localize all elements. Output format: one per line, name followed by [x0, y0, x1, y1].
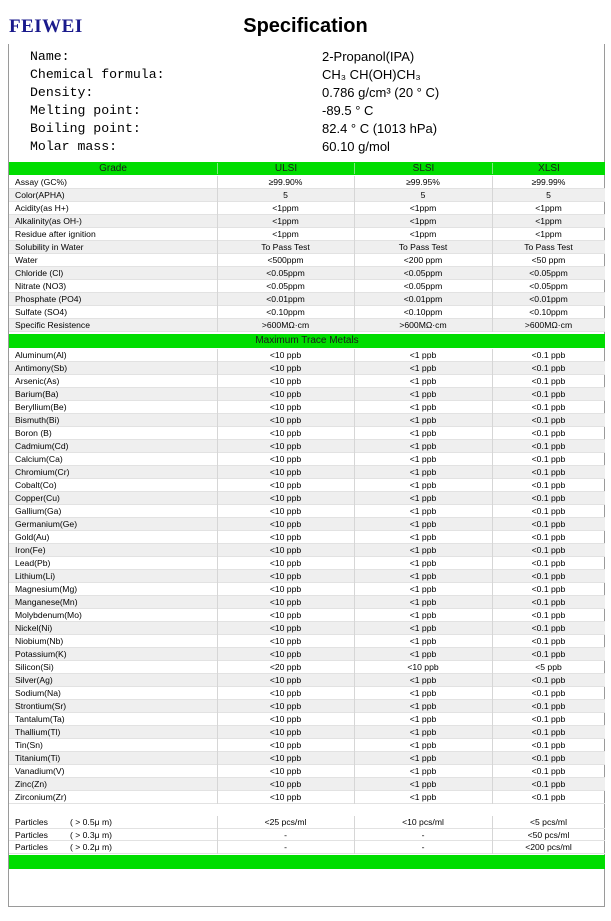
value-cell: ≥99.95% — [406, 177, 440, 187]
value-cell: <10 ppb — [269, 740, 302, 750]
value-cell: <0.1 ppb — [531, 415, 566, 425]
value-cell: <0.01ppm — [266, 294, 305, 304]
value-cell: <10 ppb — [269, 571, 302, 581]
table-row — [9, 492, 605, 505]
value-cell: <0.1 ppb — [531, 428, 566, 438]
value-cell: <10 ppb — [269, 727, 302, 737]
value-cell: <1ppm — [272, 229, 299, 239]
row-label: Gallium(Ga) — [15, 506, 62, 516]
value-cell: <1 ppb — [409, 597, 437, 607]
table-row — [9, 609, 605, 622]
table-row — [9, 635, 605, 648]
value-cell: <0.1 ppb — [531, 545, 566, 555]
value-cell: <0.1 ppb — [531, 610, 566, 620]
value-cell: <1ppm — [409, 229, 437, 239]
value-cell: - — [421, 842, 425, 853]
property-list — [30, 47, 590, 155]
property-label: Name: — [30, 48, 70, 64]
value-cell: <10 ppb — [269, 532, 302, 542]
row-label: Manganese(Mn) — [15, 597, 78, 607]
column-divider — [217, 816, 218, 854]
row-label: Molybdenum(Mo) — [15, 610, 82, 620]
value-cell: <0.1 ppb — [531, 571, 566, 581]
value-cell: <10 ppb — [269, 714, 302, 724]
row-label: Barium(Ba) — [15, 389, 59, 399]
value-cell: <0.1 ppb — [531, 779, 566, 789]
row-label: Solubility in Water — [15, 242, 84, 252]
particle-label: Particles — [15, 816, 48, 827]
value-cell: <10 ppb — [269, 480, 302, 490]
property-value: 2-Propanol(IPA) — [322, 48, 415, 64]
column-divider — [354, 176, 355, 332]
value-cell: <1 ppb — [409, 766, 437, 776]
value-cell: <0.1 ppb — [531, 649, 566, 659]
value-cell: <10 ppb — [269, 519, 302, 529]
property-value: CH₃ CH(OH)CH₃ — [322, 66, 421, 82]
value-cell: <10 ppb — [269, 597, 302, 607]
row-label: Chromium(Cr) — [15, 467, 70, 477]
property-row — [30, 47, 590, 65]
value-cell: <0.1 ppb — [531, 506, 566, 516]
row-label — [9, 842, 217, 852]
table-row — [9, 544, 605, 557]
value-cell: <10 ppb — [269, 636, 302, 646]
value-cell: <5 pcs/ml — [529, 816, 567, 827]
value-cell: <0.1 ppb — [531, 350, 566, 360]
value-cell: >600MΩ·cm — [261, 320, 310, 330]
value-cell: <10 ppb — [269, 402, 302, 412]
row-label: Copper(Cu) — [15, 493, 60, 503]
value-cell: To Pass Test — [524, 242, 573, 252]
table-row — [9, 674, 605, 687]
property-label: Molar mass: — [30, 138, 118, 154]
page-title: Specification — [243, 15, 368, 37]
row-label: Nitrate (NO3) — [15, 281, 67, 291]
value-cell: <1 ppb — [409, 701, 437, 711]
value-cell: <0.1 ppb — [531, 623, 566, 633]
value-cell: <1ppm — [535, 203, 562, 213]
value-cell: <10 ppb — [269, 675, 302, 685]
table-row — [9, 319, 605, 332]
bottom-band — [9, 855, 605, 869]
particle-label: Particles — [15, 829, 48, 840]
value-cell: <0.05ppm — [529, 281, 568, 291]
value-cell: <1 ppb — [409, 519, 437, 529]
particle-label: Particles — [15, 842, 48, 853]
value-cell: <5 ppb — [535, 662, 562, 672]
table-row — [9, 596, 605, 609]
value-cell: <0.10ppm — [266, 307, 305, 317]
property-value: 0.786 g/cm³ (20 ° C) — [322, 84, 440, 100]
column-divider — [354, 349, 355, 804]
value-cell: <1 ppb — [409, 467, 437, 477]
value-cell: <10 ppb — [269, 766, 302, 776]
value-cell: <10 ppb — [269, 792, 302, 802]
value-cell: - — [421, 829, 425, 840]
value-cell: <0.05ppm — [266, 281, 305, 291]
value-cell: <1 ppb — [409, 792, 437, 802]
row-label: Color(APHA) — [15, 190, 65, 200]
value-cell: <1 ppb — [409, 571, 437, 581]
value-cell: <0.1 ppb — [531, 714, 566, 724]
metals-table — [9, 349, 605, 804]
row-label: Titanium(Ti) — [15, 753, 61, 763]
value-cell: <1ppm — [409, 216, 437, 226]
value-cell: <1 ppb — [409, 623, 437, 633]
column-divider — [217, 349, 218, 804]
particle-size: ( > 0.3μ m) — [70, 829, 112, 840]
row-label: Assay (GC%) — [15, 177, 68, 187]
grade-header-row — [9, 162, 605, 175]
table-row — [9, 267, 605, 280]
table-row — [9, 479, 605, 492]
value-cell: <1ppm — [535, 229, 562, 239]
value-cell: <10 ppb — [269, 389, 302, 399]
value-cell: <1 ppb — [409, 428, 437, 438]
value-cell: <1ppm — [535, 216, 562, 226]
value-cell: <200 pcs/ml — [525, 842, 572, 853]
table-row — [9, 700, 605, 713]
value-cell: <0.1 ppb — [531, 454, 566, 464]
table-row — [9, 202, 605, 215]
value-cell: <0.1 ppb — [531, 480, 566, 490]
value-cell: <10 pcs/ml — [402, 816, 444, 827]
table-row — [9, 414, 605, 427]
value-cell: <0.1 ppb — [531, 766, 566, 776]
value-cell: <1 ppb — [409, 415, 437, 425]
value-cell: <1 ppb — [409, 558, 437, 568]
row-label: Aluminum(Al) — [15, 350, 67, 360]
value-cell: <10 ppb — [269, 701, 302, 711]
value-cell: <0.01ppm — [529, 294, 568, 304]
row-label: Lithium(Li) — [15, 571, 56, 581]
table-row — [9, 280, 605, 293]
value-cell: <10 ppb — [269, 623, 302, 633]
column-divider — [354, 816, 355, 854]
row-label: Silicon(Si) — [15, 662, 54, 672]
value-cell: <10 ppb — [269, 753, 302, 763]
column-divider — [492, 176, 493, 332]
value-cell: <1 ppb — [409, 545, 437, 555]
table-row — [9, 841, 605, 854]
row-label: Niobium(Nb) — [15, 636, 64, 646]
row-label: Residue after ignition — [15, 229, 96, 239]
value-cell: <0.1 ppb — [531, 675, 566, 685]
property-label: Melting point: — [30, 102, 141, 118]
row-label: Silver(Ag) — [15, 675, 53, 685]
table-row — [9, 241, 605, 254]
property-label: Boiling point: — [30, 120, 141, 136]
value-cell: <0.1 ppb — [531, 688, 566, 698]
value-cell: <10 ppb — [269, 610, 302, 620]
table-row — [9, 440, 605, 453]
row-label: Lead(Pb) — [15, 558, 51, 568]
table-row — [9, 752, 605, 765]
column-divider — [217, 176, 218, 332]
value-cell: <0.1 ppb — [531, 493, 566, 503]
value-cell: <0.1 ppb — [531, 584, 566, 594]
value-cell: <1 ppb — [409, 532, 437, 542]
table-row — [9, 215, 605, 228]
value-cell: <0.1 ppb — [531, 792, 566, 802]
value-cell: <0.10ppm — [529, 307, 568, 317]
value-cell: <10 ppb — [269, 350, 302, 360]
value-cell: <0.1 ppb — [531, 363, 566, 373]
row-label: Cobalt(Co) — [15, 480, 57, 490]
grade-column-slsi: SLSI — [354, 163, 492, 174]
value-cell: <1 ppb — [409, 376, 437, 386]
value-cell: <10 ppb — [269, 545, 302, 555]
value-cell: <0.05ppm — [266, 268, 305, 278]
table-row — [9, 829, 605, 842]
row-label: Sodium(Na) — [15, 688, 61, 698]
value-cell: <0.1 ppb — [531, 467, 566, 477]
value-cell: <10 ppb — [269, 779, 302, 789]
value-cell: <1 ppb — [409, 363, 437, 373]
table-row — [9, 505, 605, 518]
value-cell: - — [284, 829, 287, 840]
table-row — [9, 176, 605, 189]
property-row — [30, 137, 590, 155]
value-cell: >600MΩ·cm — [399, 320, 447, 330]
property-row — [30, 83, 590, 101]
value-cell: <10 ppb — [269, 415, 302, 425]
value-cell: <1 ppb — [409, 480, 437, 490]
table-row — [9, 401, 605, 414]
value-cell: <1ppm — [409, 203, 437, 213]
row-label: Bismuth(Bi) — [15, 415, 60, 425]
value-cell: <0.1 ppb — [531, 636, 566, 646]
row-label: Gold(Au) — [15, 532, 50, 542]
value-cell: <1 ppb — [409, 493, 437, 503]
column-divider — [492, 816, 493, 854]
value-cell: <10 ppb — [269, 441, 302, 451]
value-cell: <0.05ppm — [403, 281, 443, 291]
table-row — [9, 466, 605, 479]
value-cell: <0.1 ppb — [531, 441, 566, 451]
row-label: Beryllium(Be) — [15, 402, 67, 412]
value-cell: <1 ppb — [409, 753, 437, 763]
value-cell: <0.1 ppb — [531, 519, 566, 529]
row-label: Water — [15, 255, 38, 265]
value-cell: <1 ppb — [409, 441, 437, 451]
row-label: Zirconium(Zr) — [15, 792, 67, 802]
table-row — [9, 254, 605, 267]
row-label: Iron(Fe) — [15, 545, 46, 555]
row-label — [9, 817, 217, 827]
row-label: Magnesium(Mg) — [15, 584, 78, 594]
row-label — [9, 830, 217, 840]
property-row — [30, 119, 590, 137]
row-label: Cadmium(Cd) — [15, 441, 69, 451]
row-label: Calcium(Ca) — [15, 454, 63, 464]
table-row — [9, 583, 605, 596]
property-row — [30, 65, 590, 83]
value-cell: <50 ppm — [531, 255, 566, 265]
row-label: Antimony(Sb) — [15, 363, 68, 373]
value-cell: <0.05ppm — [403, 268, 443, 278]
table-row — [9, 713, 605, 726]
table-row — [9, 791, 605, 804]
table-row — [9, 531, 605, 544]
value-cell: <10 ppb — [269, 649, 302, 659]
table-row — [9, 375, 605, 388]
value-cell: <0.10ppm — [403, 307, 443, 317]
table-row — [9, 726, 605, 739]
value-cell: <10 ppb — [269, 428, 302, 438]
value-cell: <1ppm — [272, 216, 299, 226]
value-cell: <1 ppb — [409, 584, 437, 594]
particle-size: ( > 0.5μ m) — [70, 816, 112, 827]
value-cell: <1 ppb — [409, 727, 437, 737]
row-label: Potassium(K) — [15, 649, 67, 659]
value-cell: <0.1 ppb — [531, 402, 566, 412]
row-label: Zinc(Zn) — [15, 779, 47, 789]
value-cell: <50 pcs/ml — [527, 829, 570, 840]
table-row — [9, 453, 605, 466]
table-row — [9, 228, 605, 241]
value-cell: To Pass Test — [261, 242, 310, 252]
value-cell: <1 ppb — [409, 610, 437, 620]
table-row — [9, 739, 605, 752]
value-cell: <0.1 ppb — [531, 558, 566, 568]
value-cell: <10 ppb — [269, 363, 302, 373]
property-value: -89.5 ° C — [322, 102, 374, 118]
row-label: Tantalum(Ta) — [15, 714, 65, 724]
row-label: Arsenic(As) — [15, 376, 60, 386]
value-cell: 5 — [546, 190, 551, 200]
value-cell: - — [284, 842, 287, 853]
value-cell: To Pass Test — [398, 242, 448, 252]
value-cell: <0.1 ppb — [531, 701, 566, 711]
row-label: Tin(Sn) — [15, 740, 43, 750]
table-row — [9, 778, 605, 791]
value-cell: >600MΩ·cm — [524, 320, 573, 330]
value-cell: <0.1 ppb — [531, 597, 566, 607]
value-cell: <1 ppb — [409, 675, 437, 685]
brand-logo: FEIWEI — [9, 16, 83, 37]
row-label: Phosphate (PO4) — [15, 294, 82, 304]
value-cell: <10 ppb — [269, 376, 302, 386]
value-cell: <20 ppb — [269, 662, 302, 672]
value-cell: 5 — [283, 190, 288, 200]
table-row — [9, 362, 605, 375]
value-cell: ≥99.99% — [531, 177, 566, 187]
value-cell: <1 ppb — [409, 506, 437, 516]
value-cell: <1 ppb — [409, 389, 437, 399]
row-label: Chloride (Cl) — [15, 268, 64, 278]
property-label: Chemical formula: — [30, 66, 165, 82]
value-cell: <0.1 ppb — [531, 727, 566, 737]
value-cell: <200 ppm — [403, 255, 443, 265]
specs-table — [9, 176, 605, 332]
metals-section-title: Maximum Trace Metals — [9, 334, 605, 348]
value-cell: <1 ppb — [409, 714, 437, 724]
value-cell: <0.1 ppb — [531, 376, 566, 386]
row-label: Specific Resistence — [15, 320, 90, 330]
property-label: Density: — [30, 84, 94, 100]
value-cell: 5 — [420, 190, 426, 200]
value-cell: <10 ppb — [269, 506, 302, 516]
row-label: Sulfate (SO4) — [15, 307, 68, 317]
row-label: Acidity(as H+) — [15, 203, 69, 213]
value-cell: <10 ppb — [269, 558, 302, 568]
particles-table — [9, 816, 605, 854]
value-cell: ≥99.90% — [268, 177, 303, 187]
table-row — [9, 349, 605, 362]
grade-column-ulsi: ULSI — [217, 163, 354, 174]
value-cell: <10 ppb — [407, 662, 439, 672]
grade-column-xlsi: XLSI — [492, 163, 605, 174]
property-value: 82.4 ° C (1013 hPa) — [322, 120, 438, 136]
table-row — [9, 306, 605, 319]
row-label: Germanium(Ge) — [15, 519, 78, 529]
grade-header-label: Grade — [99, 163, 127, 174]
row-label: Vanadium(V) — [15, 766, 65, 776]
value-cell: <10 ppb — [269, 584, 302, 594]
table-row — [9, 648, 605, 661]
table-row — [9, 518, 605, 531]
row-label: Thallium(Tl) — [15, 727, 61, 737]
table-row — [9, 570, 605, 583]
value-cell: <1 ppb — [409, 779, 437, 789]
table-row — [9, 661, 605, 674]
value-cell: <25 pcs/ml — [264, 816, 307, 827]
table-row — [9, 388, 605, 401]
value-cell: <0.1 ppb — [531, 740, 566, 750]
value-cell: <1 ppb — [409, 454, 437, 464]
table-row — [9, 293, 605, 306]
table-row — [9, 189, 605, 202]
value-cell: <1 ppb — [409, 636, 437, 646]
value-cell: <0.1 ppb — [531, 753, 566, 763]
value-cell: <500ppm — [267, 255, 304, 265]
value-cell: <0.1 ppb — [531, 389, 566, 399]
table-row — [9, 687, 605, 700]
value-cell: <10 ppb — [269, 454, 302, 464]
value-cell: <0.05ppm — [529, 268, 568, 278]
table-row — [9, 622, 605, 635]
value-cell: <1 ppb — [409, 350, 437, 360]
value-cell: <0.1 ppb — [531, 532, 566, 542]
value-cell: <0.01ppm — [403, 294, 443, 304]
value-cell: <1ppm — [272, 203, 299, 213]
property-row — [30, 101, 590, 119]
particle-size: ( > 0.2μ m) — [70, 842, 112, 853]
table-row — [9, 557, 605, 570]
row-label: Nickel(Ni) — [15, 623, 53, 633]
table-row — [9, 427, 605, 440]
value-cell: <1 ppb — [409, 649, 437, 659]
value-cell: <10 ppb — [269, 493, 302, 503]
column-divider — [492, 349, 493, 804]
table-row — [9, 765, 605, 778]
value-cell: <1 ppb — [409, 688, 437, 698]
row-label: Alkalinity(as OH-) — [15, 216, 82, 226]
row-label: Strontium(Sr) — [15, 701, 67, 711]
value-cell: <10 ppb — [269, 688, 302, 698]
row-label: Boron (B) — [15, 428, 52, 438]
table-row — [9, 816, 605, 829]
value-cell: <10 ppb — [269, 467, 302, 477]
value-cell: <1 ppb — [409, 740, 437, 750]
value-cell: <1 ppb — [409, 402, 437, 412]
property-value: 60.10 g/mol — [322, 138, 390, 154]
